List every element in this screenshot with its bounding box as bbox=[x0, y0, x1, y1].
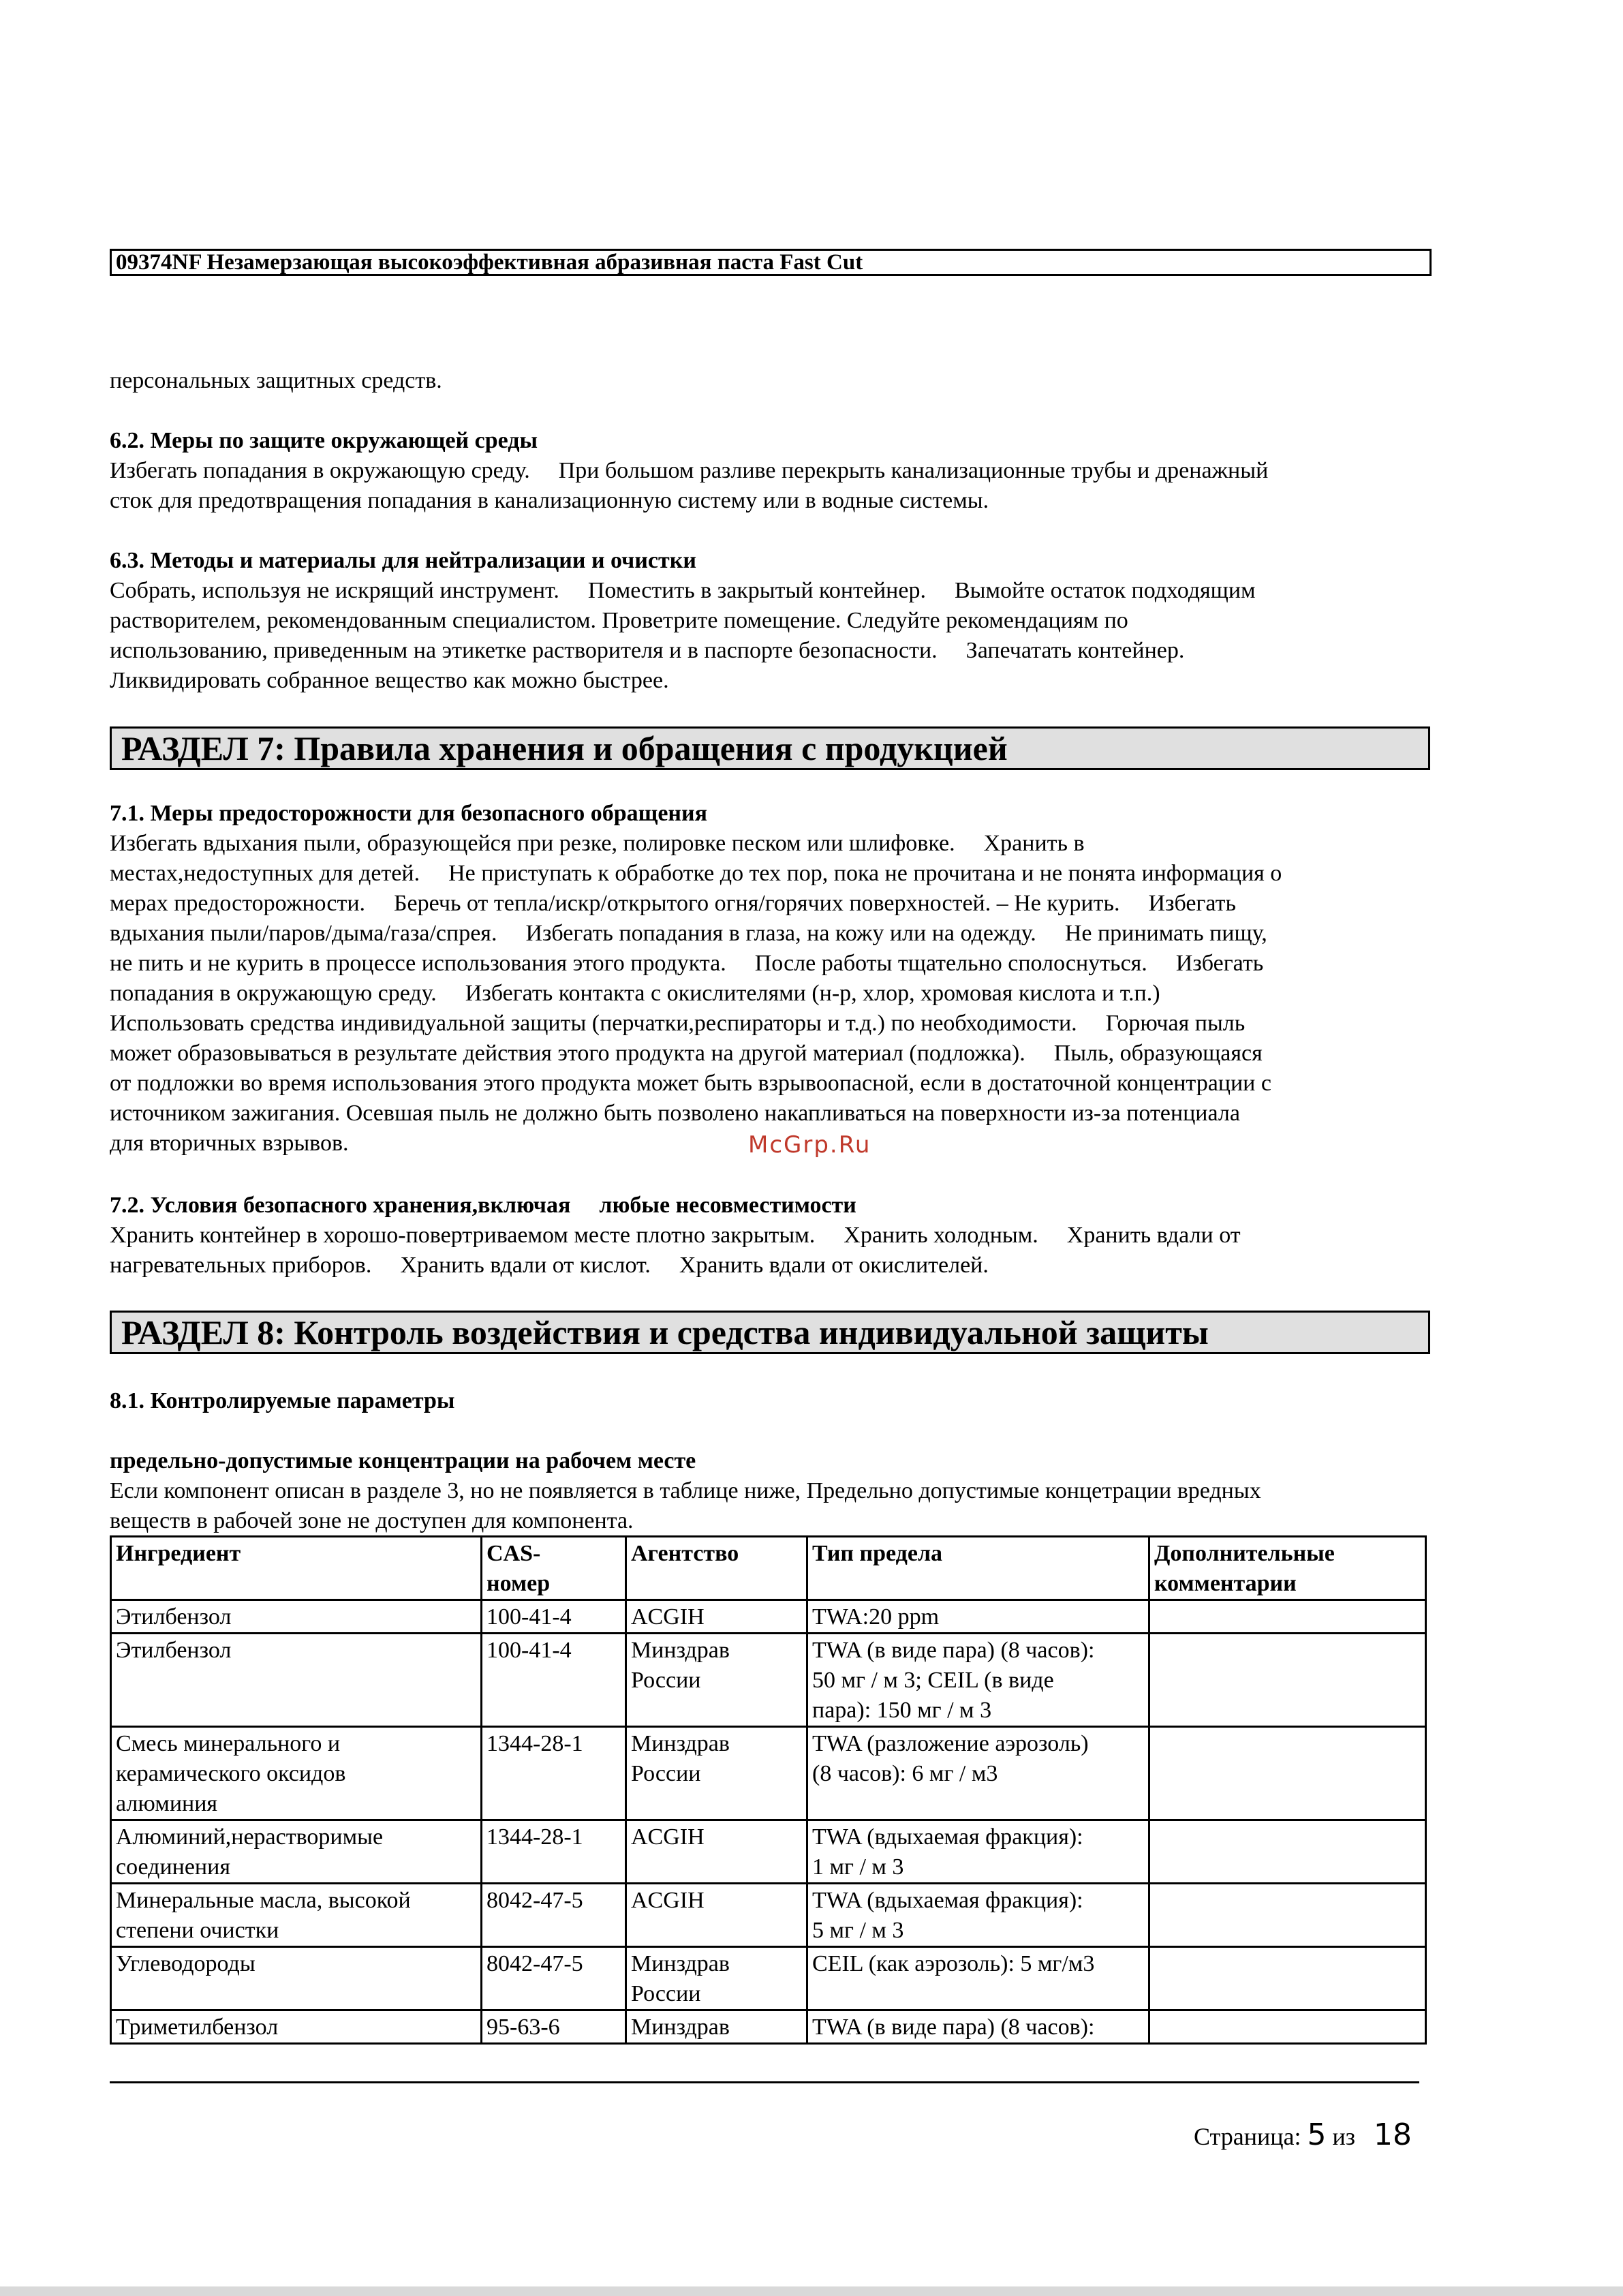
col-cas-cell: 1344-28-1 bbox=[482, 1820, 626, 1884]
col-limit-type-cell: TWA (вдыхаемая фракция): 5 мг / м 3 bbox=[807, 1884, 1149, 1947]
paragraph-7-1 bbox=[110, 829, 1438, 1159]
col-cas-cell: 1344-28-1 bbox=[482, 1727, 626, 1820]
paragraph-7-1-line: от подложки во время использования этого продукта может быть взрывоопасной, если в достаточной концентрации с bbox=[110, 1071, 1271, 1096]
paragraph-7-1-line: попадания в окружающую среду. Избегать контакта с окислителями (н-р, хлор, хромовая кислота и т.п.) bbox=[110, 981, 1160, 1006]
paragraph-7-1-line: мерах предосторожности. Беречь от тепла/искр/открытого огня/горячих поверхностей. – Не курить. Избегать bbox=[110, 891, 1236, 916]
col-agency-cell: Минздрав России bbox=[626, 1727, 807, 1820]
heading-6-3: 6.3. Методы и материалы для нейтрализации и очистки bbox=[110, 548, 696, 573]
paragraph-7-1-line: источником зажигания. Осевшая пыль не должно быть позволено накапливаться на поверхности из-за потенциала bbox=[110, 1101, 1240, 1126]
limits-intro bbox=[110, 1446, 1438, 1536]
col-limit-type-cell: TWA (в виде пара) (8 часов): bbox=[807, 2010, 1149, 2044]
table-row bbox=[111, 1634, 1426, 1727]
paragraph-7-2-line: нагревательных приборов. Хранить вдали от кислот. Хранить вдали от окислителей. bbox=[110, 1253, 989, 1278]
exposure-limits-table bbox=[110, 1535, 1427, 2045]
table-header-row bbox=[111, 1537, 1426, 1600]
col-cas-cell: 100-41-4 bbox=[482, 1634, 626, 1727]
section-6-continuation bbox=[110, 366, 1438, 396]
col-agency-cell: ACGIH bbox=[626, 1820, 807, 1884]
col-ingredient-cell: Углеводороды bbox=[111, 1947, 482, 2010]
subsection-6-2 bbox=[110, 426, 1438, 516]
limits-intro-line: Если компонент описан в разделе 3, но не появляется в таблице ниже, Предельно допустимые концетрации вредных bbox=[110, 1478, 1261, 1503]
col-agency-cell: Минздрав bbox=[626, 2010, 807, 2044]
heading-7-1: 7.1. Меры предосторожности для безопасного обращения bbox=[110, 801, 707, 826]
col-comments-cell bbox=[1149, 1820, 1426, 1884]
col-limit-type-cell: TWA:20 ppm bbox=[807, 1600, 1149, 1634]
col-limit-type-cell: TWA (вдыхаемая фракция): 1 мг / м 3 bbox=[807, 1820, 1149, 1884]
section-7-title: РАЗДЕЛ 7: Правила хранения и обращения с продукцией bbox=[121, 729, 1008, 767]
col-ingredient-cell: Этилбензол bbox=[111, 1600, 482, 1634]
page-current: 5 bbox=[1307, 2117, 1327, 2152]
col-ingredient-cell: Этилбензол bbox=[111, 1634, 482, 1727]
col-ingredient-cell: Минеральные масла, высокой степени очистки bbox=[111, 1884, 482, 1947]
col-cas-cell: 95-63-6 bbox=[482, 2010, 626, 2044]
col-limit-type-cell: TWA (в виде пара) (8 часов): 50 мг / м 3; CEIL (в виде пара): 150 мг / м 3 bbox=[807, 1634, 1149, 1727]
section-8-title-bar bbox=[110, 1311, 1430, 1354]
col-comments-cell bbox=[1149, 1600, 1426, 1634]
col-agency-header: Агентство bbox=[626, 1537, 807, 1600]
watermark: McGrp.Ru bbox=[748, 1131, 871, 1159]
table-row bbox=[111, 1947, 1426, 2010]
col-cas-header: CAS- номер bbox=[482, 1537, 626, 1600]
heading-8-1: 8.1. Контролируемые параметры bbox=[110, 1388, 455, 1413]
limits-intro-line: веществ в рабочей зоне не доступен для компонента. bbox=[110, 1508, 634, 1533]
table-row bbox=[111, 1820, 1426, 1884]
section-8-title: РАЗДЕЛ 8: Контроль воздействия и средства индивидуальной защиты bbox=[121, 1313, 1209, 1351]
col-agency-cell: Минздрав России bbox=[626, 1947, 807, 2010]
col-comments-cell bbox=[1149, 1634, 1426, 1727]
bottom-edge bbox=[0, 2286, 1623, 2296]
page-number bbox=[1194, 2115, 1412, 2157]
page-total: 18 bbox=[1373, 2117, 1412, 2152]
paragraph-6-3-line: Собрать, используя не искрящий инструмент. Поместить в закрытый контейнер. Вымойте остаток подходящим bbox=[110, 578, 1256, 603]
col-ingredient-header: Ингредиент bbox=[111, 1537, 482, 1600]
col-limit-type-cell: CEIL (как аэрозоль): 5 мг/м3 bbox=[807, 1947, 1149, 2010]
continuation-text: персональных защитных средств. bbox=[110, 368, 442, 393]
paragraph-7-1-line: местах,недоступных для детей. Не приступать к обработке до тех пор, пока не прочитана и не понята информация о bbox=[110, 861, 1282, 886]
col-agency-cell: ACGIH bbox=[626, 1884, 807, 1947]
paragraph-6-3-line: растворителем, рекомендованным специалистом. Проветрите помещение. Следуйте рекомендациям по bbox=[110, 608, 1128, 633]
paragraph-7-1-line: Избегать вдыхания пыли, образующейся при резке, полировке песком или шлифовке. Хранить в bbox=[110, 831, 1085, 856]
paragraph-6-2-line: сток для предотвращения попадания в канализационную систему или в водные системы. bbox=[110, 488, 989, 513]
table-row bbox=[111, 2010, 1426, 2044]
col-cas-cell: 8042-47-5 bbox=[482, 1884, 626, 1947]
heading-7-2: 7.2. Условия безопасного хранения,включая любые несовместимости bbox=[110, 1193, 856, 1218]
col-agency-cell: Минздрав России bbox=[626, 1634, 807, 1727]
paragraph-6-2-line: Избегать попадания в окружающую среду. При большом разливе перекрыть канализационные трубы и дренажный bbox=[110, 458, 1269, 483]
col-ingredient-cell: Алюминий,нерастворимые соединения bbox=[111, 1820, 482, 1884]
paragraph-7-1-line: может образовываться в результате действия этого продукта на другой материал (подложка). Пыль, образующаяся bbox=[110, 1041, 1263, 1066]
table-row bbox=[111, 1727, 1426, 1820]
col-cas-cell: 100-41-4 bbox=[482, 1600, 626, 1634]
paragraph-7-2-line: Хранить контейнер в хорошо-повертриваемом месте плотно закрытым. Хранить холодным. Хранить вдали от bbox=[110, 1223, 1241, 1248]
table-body bbox=[111, 1600, 1426, 2044]
paragraph-7-1-line: не пить и не курить в процессе использования этого продукта. После работы тщательно сполоснуться. Избегать bbox=[110, 951, 1264, 976]
paragraph-6-3-line: Ликвидировать собранное вещество как можно быстрее. bbox=[110, 668, 669, 693]
paragraph-7-1-line: вдыхания пыли/паров/дыма/газа/спрея. Избегать попадания в глаза, на кожу или на одежду. Не принимать пищу, bbox=[110, 921, 1267, 946]
paragraph-6-3-line: использованию, приведенным на этикетке растворителя и в паспорте безопасности. Запечатать контейнер. bbox=[110, 638, 1185, 663]
col-ingredient-cell: Смесь минерального и керамического оксидов алюминия bbox=[111, 1727, 482, 1820]
col-comments-cell bbox=[1149, 2010, 1426, 2044]
col-comments-cell bbox=[1149, 1727, 1426, 1820]
footer-rule bbox=[110, 2081, 1419, 2083]
col-ingredient-cell: Триметилбензол bbox=[111, 2010, 482, 2044]
col-limit-type-header: Тип предела bbox=[807, 1537, 1149, 1600]
product-title: 09374NF Незамерзающая высокоэффективная абразивная паста Fast Cut bbox=[116, 250, 863, 275]
table-row bbox=[111, 1884, 1426, 1947]
subsection-7-1 bbox=[110, 799, 1438, 1159]
col-comments-cell bbox=[1149, 1884, 1426, 1947]
col-cas-cell: 8042-47-5 bbox=[482, 1947, 626, 2010]
paragraph-7-1-line: Использовать средства индивидуальной защиты (перчатки,респираторы и т.д.) по необходимости. Горючая пыль bbox=[110, 1011, 1246, 1036]
col-agency-cell: ACGIH bbox=[626, 1600, 807, 1634]
col-comments-cell bbox=[1149, 1947, 1426, 2010]
page-label: Страница: bbox=[1194, 2123, 1301, 2150]
document-header bbox=[110, 249, 1432, 276]
page-of: из bbox=[1332, 2123, 1355, 2150]
col-limit-type-cell: TWA (разложение аэрозоль) (8 часов): 6 мг / м3 bbox=[807, 1727, 1149, 1820]
table-row bbox=[111, 1600, 1426, 1634]
subsection-6-3 bbox=[110, 546, 1438, 696]
col-comments-header: Дополнительные комментарии bbox=[1149, 1537, 1426, 1600]
heading-limits: предельно-допустимые концентрации на рабочем месте bbox=[110, 1448, 696, 1473]
section-7-title-bar bbox=[110, 726, 1430, 770]
heading-6-2: 6.2. Меры по защите окружающей среды bbox=[110, 428, 538, 453]
paragraph-7-1-line: для вторичных взрывов. bbox=[110, 1131, 349, 1156]
subsection-7-2 bbox=[110, 1191, 1438, 1281]
subsection-8-1 bbox=[110, 1386, 1438, 1416]
